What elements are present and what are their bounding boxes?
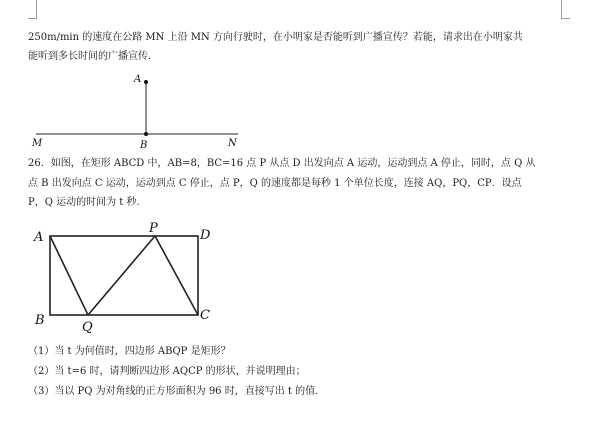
segment-cp (155, 236, 198, 315)
label-d: D (200, 228, 211, 243)
intro-text-line-1: 250m/min 的速度在公路 MN 上沿 MN 方向行驶时，在小明家是否能听到广播宣传？若能，请求出在小明家共 (28, 32, 523, 43)
label-a-fig2: A (34, 230, 44, 245)
question-3: （3）当以 PQ 为对角线的正方形面积为 96 时，直接写出 t 的值. (28, 386, 319, 397)
label-b: B (140, 140, 148, 151)
label-p: P (149, 221, 158, 236)
segment-pq (88, 236, 155, 315)
label-c: C (200, 308, 210, 323)
question-1: （1）当 t 为何值时，四边形 ABQP 是矩形？ (28, 346, 231, 357)
label-a: A (134, 74, 142, 85)
label-n: N (228, 138, 237, 149)
intro-text-line-2: 能听到多长时间的广播宣传. (28, 51, 152, 62)
problem-26-line-1: 26．如图，在矩形 ABCD 中，AB=8，BC=16 点 P 从点 D 出发向点 A 运动，运动到点 A 停止，同时，点 Q 从 (28, 158, 536, 169)
problem-26-line-2: 点 B 出发向点 C 运动，运动到点 C 停止，点 P，Q 的速度都是每秒 1 个单位长度，连接 AQ，PQ，CP．设点 (28, 178, 522, 189)
question-2: （2）当 t=6 时，请判断四边形 AQCP 的形状，并说明理由； (28, 366, 306, 377)
label-q: Q (82, 320, 93, 335)
label-b-fig2: B (35, 313, 45, 328)
segment-aq (50, 236, 88, 315)
problem-26-line-3: P，Q 运动的时间为 t 秒. (28, 197, 140, 208)
label-m: M (32, 138, 43, 149)
